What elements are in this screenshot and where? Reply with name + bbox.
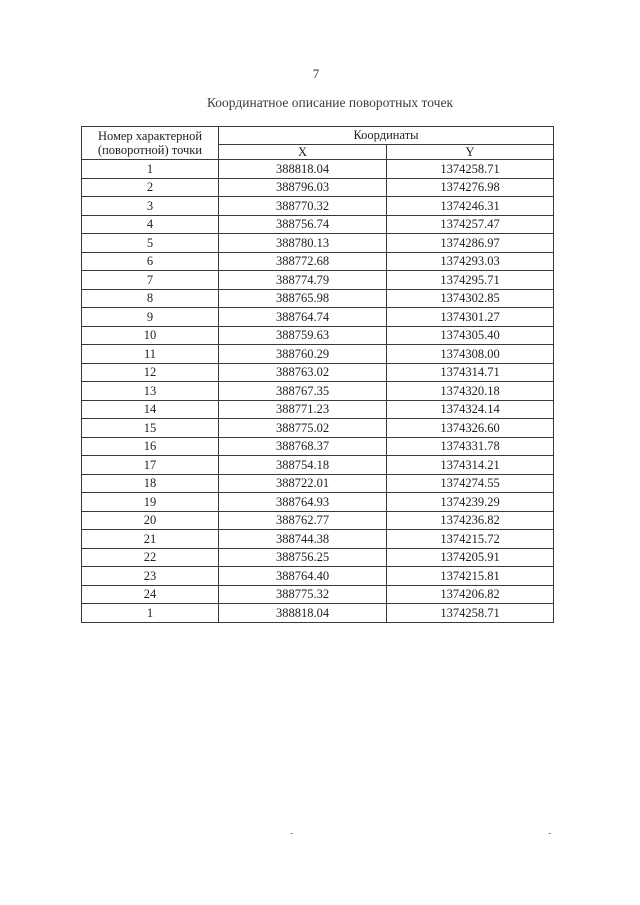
cell-point-number: 14 — [82, 400, 219, 419]
cell-y: 1374257.47 — [387, 215, 554, 234]
scan-mark: - — [548, 828, 552, 839]
cell-x: 388768.37 — [219, 437, 387, 456]
cell-x: 388775.32 — [219, 585, 387, 604]
document-title: Координатное описание поворотных точек — [206, 95, 454, 110]
cell-point-number: 1 — [82, 604, 219, 623]
cell-point-number: 21 — [82, 530, 219, 549]
header-y: Y — [387, 144, 554, 159]
cell-point-number: 2 — [82, 178, 219, 197]
table-row — [82, 178, 554, 197]
cell-x: 388772.68 — [219, 252, 387, 271]
table-row — [82, 234, 554, 253]
cell-point-number: 19 — [82, 493, 219, 512]
cell-y: 1374293.03 — [387, 252, 554, 271]
cell-x: 388774.79 — [219, 271, 387, 290]
cell-x: 388763.02 — [219, 363, 387, 382]
cell-y: 1374236.82 — [387, 511, 554, 530]
table-row — [82, 215, 554, 234]
cell-y: 1374320.18 — [387, 382, 554, 401]
cell-x: 388722.01 — [219, 474, 387, 493]
table-row — [82, 197, 554, 216]
cell-x: 388764.74 — [219, 308, 387, 327]
table-row — [82, 419, 554, 438]
cell-y: 1374215.72 — [387, 530, 554, 549]
cell-point-number: 22 — [82, 548, 219, 567]
cell-point-number: 10 — [82, 326, 219, 345]
cell-x: 388770.32 — [219, 197, 387, 216]
cell-y: 1374324.14 — [387, 400, 554, 419]
cell-point-number: 16 — [82, 437, 219, 456]
cell-x: 388771.23 — [219, 400, 387, 419]
table-row — [82, 252, 554, 271]
cell-y: 1374314.71 — [387, 363, 554, 382]
table-row — [82, 437, 554, 456]
cell-x: 388775.02 — [219, 419, 387, 438]
cell-x: 388796.03 — [219, 178, 387, 197]
table-row — [82, 160, 554, 179]
table-row — [82, 456, 554, 475]
cell-y: 1374239.29 — [387, 493, 554, 512]
cell-x: 388744.38 — [219, 530, 387, 549]
cell-y: 1374302.85 — [387, 289, 554, 308]
scan-mark: - — [290, 828, 294, 839]
cell-x: 388760.29 — [219, 345, 387, 364]
cell-x: 388764.40 — [219, 567, 387, 586]
cell-point-number: 7 — [82, 271, 219, 290]
cell-point-number: 24 — [82, 585, 219, 604]
cell-point-number: 4 — [82, 215, 219, 234]
table-row — [82, 326, 554, 345]
cell-x: 388759.63 — [219, 326, 387, 345]
table-row — [82, 585, 554, 604]
cell-y: 1374246.31 — [387, 197, 554, 216]
table-row — [82, 400, 554, 419]
cell-y: 1374286.97 — [387, 234, 554, 253]
cell-point-number: 12 — [82, 363, 219, 382]
cell-x: 388818.04 — [219, 604, 387, 623]
cell-x: 388762.77 — [219, 511, 387, 530]
cell-x: 388780.13 — [219, 234, 387, 253]
table-row — [82, 363, 554, 382]
table-body — [82, 160, 554, 623]
table-row — [82, 289, 554, 308]
table-row — [82, 271, 554, 290]
cell-point-number: 13 — [82, 382, 219, 401]
cell-y: 1374326.60 — [387, 419, 554, 438]
cell-point-number: 23 — [82, 567, 219, 586]
cell-x: 388756.74 — [219, 215, 387, 234]
table-row — [82, 474, 554, 493]
cell-x: 388765.98 — [219, 289, 387, 308]
cell-y: 1374308.00 — [387, 345, 554, 364]
cell-x: 388756.25 — [219, 548, 387, 567]
cell-point-number: 5 — [82, 234, 219, 253]
cell-point-number: 1 — [82, 160, 219, 179]
cell-y: 1374274.55 — [387, 474, 554, 493]
table-row — [82, 530, 554, 549]
table-header — [82, 127, 554, 160]
cell-y: 1374276.98 — [387, 178, 554, 197]
cell-x: 388754.18 — [219, 456, 387, 475]
coordinates-table — [81, 126, 554, 623]
cell-point-number: 9 — [82, 308, 219, 327]
cell-x: 388767.35 — [219, 382, 387, 401]
cell-point-number: 18 — [82, 474, 219, 493]
cell-y: 1374205.91 — [387, 548, 554, 567]
cell-y: 1374301.27 — [387, 308, 554, 327]
cell-point-number: 11 — [82, 345, 219, 364]
table-row — [82, 493, 554, 512]
cell-y: 1374215.81 — [387, 567, 554, 586]
cell-y: 1374206.82 — [387, 585, 554, 604]
cell-y: 1374295.71 — [387, 271, 554, 290]
cell-point-number: 6 — [82, 252, 219, 271]
cell-point-number: 8 — [82, 289, 219, 308]
cell-y: 1374258.71 — [387, 604, 554, 623]
cell-y: 1374331.78 — [387, 437, 554, 456]
table-row — [82, 604, 554, 623]
header-coordinates: Координаты — [219, 127, 554, 145]
cell-y: 1374258.71 — [387, 160, 554, 179]
cell-x: 388818.04 — [219, 160, 387, 179]
table-row — [82, 548, 554, 567]
cell-y: 1374305.40 — [387, 326, 554, 345]
cell-point-number: 3 — [82, 197, 219, 216]
table-row — [82, 567, 554, 586]
cell-point-number: 17 — [82, 456, 219, 475]
cell-x: 388764.93 — [219, 493, 387, 512]
table-row — [82, 511, 554, 530]
cell-point-number: 15 — [82, 419, 219, 438]
header-point-number: Номер характерной (поворотной) точки — [82, 127, 219, 160]
table-row — [82, 308, 554, 327]
table-row — [82, 345, 554, 364]
cell-y: 1374314.21 — [387, 456, 554, 475]
table-row — [82, 382, 554, 401]
header-x: X — [219, 144, 387, 159]
page-number: 7 — [312, 66, 320, 81]
cell-point-number: 20 — [82, 511, 219, 530]
